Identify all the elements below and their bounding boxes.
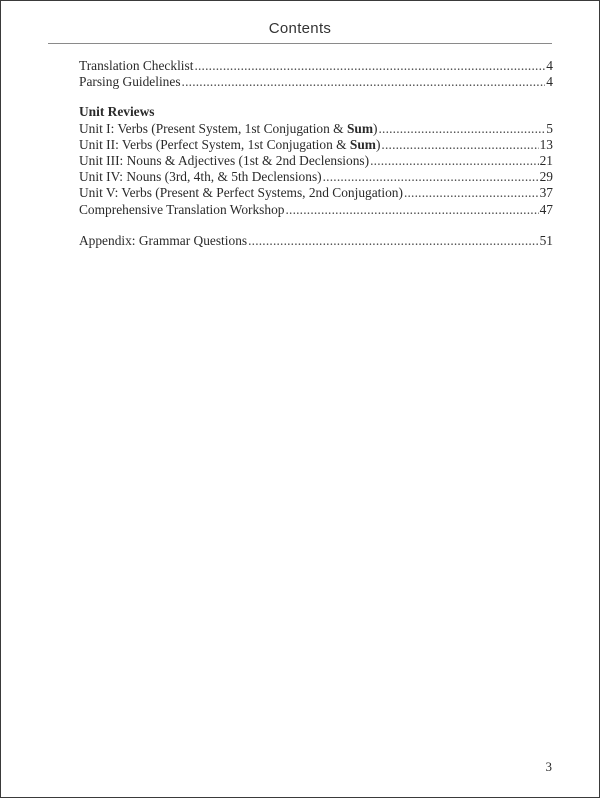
toc-entry-page: 5 [546, 120, 553, 136]
toc-entry-title: Unit I: Verbs (Present System, 1st Conjugation & Sum) [79, 120, 378, 136]
table-of-contents [79, 58, 553, 249]
toc-entry-title: Unit IV: Nouns (3rd, 4th, & 5th Declensions) [79, 169, 322, 185]
page-number: 3 [545, 759, 552, 774]
toc-entry-unit-2 [79, 137, 553, 153]
toc-entry-page: 4 [546, 58, 553, 73]
dot-leader [378, 121, 545, 137]
toc-entry-title: Unit III: Nouns & Adjectives (1st & 2nd Declensions) [79, 152, 370, 168]
toc-entry-appendix [79, 233, 553, 249]
toc-entry-title: Appendix: Grammar Questions [79, 232, 248, 248]
dot-leader [285, 202, 538, 218]
toc-entry-title: Unit II: Verbs (Perfect System, 1st Conjugation & Sum) [79, 136, 381, 152]
dot-leader [182, 74, 546, 90]
toc-entry-title: Translation Checklist [79, 58, 194, 73]
dot-leader [370, 153, 539, 169]
toc-entry-page: 47 [539, 201, 553, 217]
dot-leader [248, 233, 539, 249]
toc-entry-translation-workshop [79, 202, 553, 218]
toc-entry-title: Unit V: Verbs (Present & Perfect Systems, 2nd Conjugation) [79, 185, 403, 201]
spacer [79, 218, 553, 233]
toc-entry-title: Parsing Guidelines [79, 74, 181, 90]
toc-entry-page: 29 [539, 169, 553, 185]
toc-entry-title: Comprehensive Translation Workshop [79, 201, 285, 217]
toc-entry-page: 13 [539, 136, 553, 152]
toc-entry-page: 51 [539, 232, 553, 248]
toc-entry-unit-5 [79, 185, 553, 201]
toc-entry-page: 21 [539, 152, 553, 168]
section-heading-unit-reviews: Unit Reviews [79, 104, 155, 120]
toc-entry-translation-checklist [79, 58, 553, 74]
dot-leader [323, 169, 539, 185]
dot-leader [381, 137, 538, 153]
toc-entry-unit-4 [79, 169, 553, 185]
toc-entry-parsing-guidelines [79, 74, 553, 90]
toc-entry-page: 4 [546, 74, 553, 90]
toc-entry-unit-3 [79, 153, 553, 169]
toc-entry-unit-1 [79, 121, 553, 137]
dot-leader [194, 58, 545, 74]
dot-leader [404, 185, 539, 201]
page-title: Contents [268, 20, 332, 37]
toc-entry-page: 37 [539, 185, 553, 201]
title-underline [48, 43, 552, 44]
